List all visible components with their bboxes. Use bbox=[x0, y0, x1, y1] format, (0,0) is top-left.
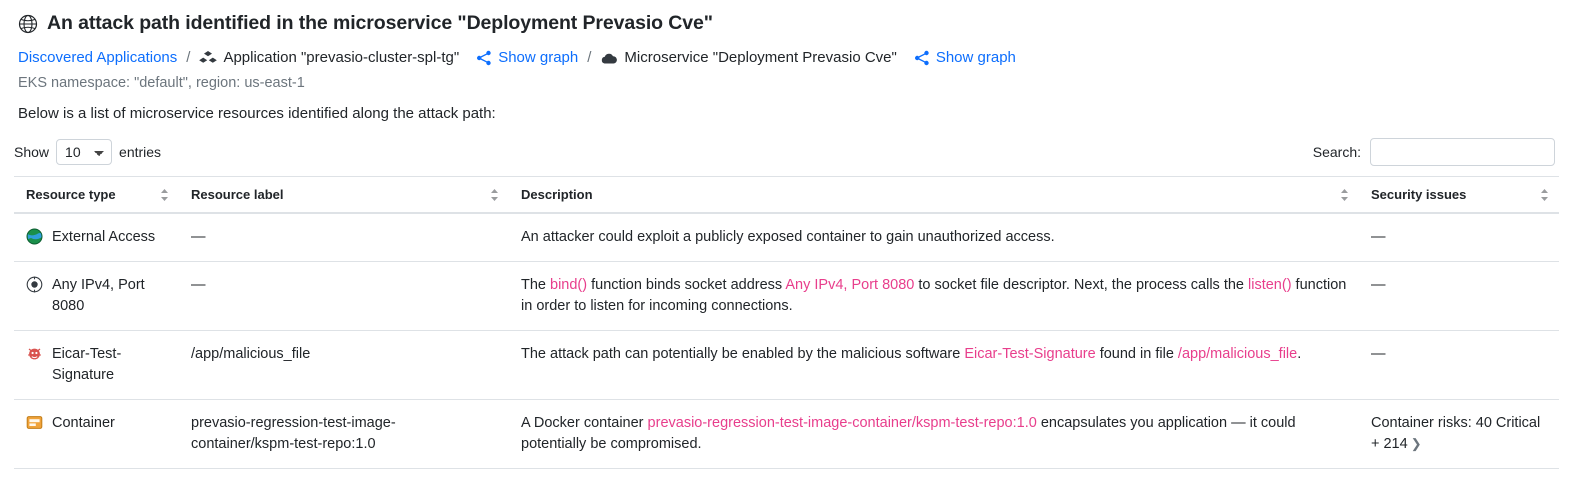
table-controls bbox=[14, 138, 1555, 166]
description-highlight: prevasio-regression-test-image-container/kspm-test-repo:1.0 bbox=[647, 415, 1037, 432]
resource-type-label: Eicar-Test-Signature bbox=[52, 346, 122, 384]
security-issues-label: — bbox=[1371, 277, 1386, 294]
page-length-select[interactable] bbox=[56, 139, 112, 165]
page-length-control bbox=[14, 139, 161, 165]
page-title: An attack path identified in the microservice "Deployment Prevasio Cve" bbox=[47, 12, 713, 34]
application-cluster-icon bbox=[199, 50, 216, 66]
description-text: found in file bbox=[1095, 346, 1178, 363]
security-issues-label: — bbox=[1371, 229, 1386, 245]
table-row bbox=[14, 213, 1559, 262]
description-text: to socket file descriptor. Next, the process calls the bbox=[914, 277, 1249, 294]
description-highlight: Any IPv4, Port 8080 bbox=[785, 277, 915, 294]
malware-bug-icon bbox=[26, 345, 43, 362]
cell-security-issues[interactable] bbox=[1359, 400, 1559, 469]
resource-type-label: Any IPv4, Port 8080 bbox=[52, 277, 145, 315]
description-text: A Docker container bbox=[521, 415, 648, 432]
page-header bbox=[18, 12, 1559, 35]
sort-arrows-icon bbox=[1540, 188, 1549, 202]
cell-security-issues bbox=[1359, 331, 1559, 400]
share-graph-icon bbox=[476, 50, 492, 66]
cell-resource-type bbox=[14, 262, 179, 331]
resource-type-label: Container bbox=[52, 415, 115, 432]
column-label: Resource type bbox=[26, 187, 116, 202]
description-highlight: Eicar-Test-Signature bbox=[964, 346, 1096, 363]
table-row bbox=[14, 331, 1559, 400]
cell-resource-type bbox=[14, 400, 179, 469]
description-highlight: /app/malicious_file bbox=[1177, 346, 1298, 363]
chevron-right-icon[interactable]: ❯ bbox=[1410, 436, 1422, 452]
cell-security-issues bbox=[1359, 213, 1559, 262]
port-target-icon bbox=[26, 276, 43, 293]
external-access-globe-icon bbox=[26, 228, 43, 245]
column-label: Description bbox=[521, 187, 593, 202]
sort-arrows-icon bbox=[160, 188, 169, 202]
description-text: The bbox=[521, 277, 551, 294]
namespace-region-text: EKS namespace: "default", region: us-east-1 bbox=[18, 75, 305, 91]
show-graph-microservice-label: Show graph bbox=[935, 49, 1016, 66]
breadcrumb-separator-1: / bbox=[186, 49, 191, 66]
show-graph-microservice[interactable] bbox=[914, 47, 1016, 69]
table-header-row bbox=[14, 177, 1559, 214]
cell-resource-label: — bbox=[179, 262, 509, 331]
breadcrumb bbox=[18, 47, 1559, 69]
description-text: . bbox=[1297, 346, 1302, 363]
breadcrumb-application-label: Application "prevasio-cluster-spl-tg" bbox=[223, 49, 460, 66]
cell-description bbox=[509, 331, 1359, 400]
cell-resource-type bbox=[14, 213, 179, 262]
share-graph-icon bbox=[914, 50, 930, 66]
cell-description bbox=[509, 400, 1359, 469]
column-header-resource-label[interactable] bbox=[179, 177, 509, 214]
column-label: Resource label bbox=[191, 187, 284, 202]
description-highlight: bind() bbox=[550, 277, 588, 294]
search-control bbox=[1313, 138, 1555, 166]
breadcrumb-discovered-applications[interactable]: Discovered Applications bbox=[18, 49, 178, 66]
cell-resource-label: /app/malicious_file bbox=[179, 331, 509, 400]
intro-text: Below is a list of microservice resources identified along the attack path: bbox=[18, 105, 496, 122]
globe-grid-icon bbox=[18, 14, 38, 34]
breadcrumb-separator-2: / bbox=[587, 49, 592, 66]
breadcrumb-microservice-label: Microservice "Deployment Prevasio Cve" bbox=[624, 49, 897, 66]
description-highlight: listen() bbox=[1248, 277, 1292, 294]
description-text: An attacker could exploit a publicly exposed container to gain unauthorized access. bbox=[521, 229, 1055, 245]
breadcrumb-application bbox=[199, 47, 459, 69]
table-body bbox=[14, 213, 1559, 469]
cell-resource-label: prevasio-regression-test-image-container/kspm-test-repo:1.0 bbox=[179, 400, 509, 469]
column-header-resource-type[interactable] bbox=[14, 177, 179, 214]
description-text: function binds socket address bbox=[587, 277, 786, 294]
table-row bbox=[14, 400, 1559, 469]
sort-arrows-icon bbox=[1340, 188, 1349, 202]
table-head bbox=[14, 177, 1559, 214]
cell-resource-label: — bbox=[179, 213, 509, 262]
resource-type-label: External Access bbox=[52, 229, 156, 245]
security-issues-label: Container risks: 40 Critical + 214 bbox=[1371, 415, 1541, 453]
show-label: Show bbox=[14, 144, 50, 160]
show-graph-application[interactable] bbox=[476, 47, 578, 69]
cell-security-issues bbox=[1359, 262, 1559, 331]
search-input[interactable] bbox=[1370, 138, 1555, 166]
cell-description bbox=[509, 262, 1359, 331]
resources-table bbox=[14, 176, 1559, 469]
breadcrumb-microservice bbox=[600, 47, 896, 69]
description-text: The attack path can potentially be enabled by the malicious software bbox=[521, 346, 965, 363]
cell-description bbox=[509, 213, 1359, 262]
sort-arrows-icon bbox=[490, 188, 499, 202]
search-label: Search: bbox=[1312, 144, 1361, 160]
show-graph-application-label: Show graph bbox=[498, 49, 579, 66]
container-box-icon bbox=[26, 414, 43, 431]
column-label: Security issues bbox=[1371, 187, 1467, 202]
column-header-description[interactable] bbox=[509, 177, 1359, 214]
cell-resource-type bbox=[14, 331, 179, 400]
table-row bbox=[14, 262, 1559, 331]
description-text: encapsulates you application — it could potentially be compromised. bbox=[521, 415, 1296, 453]
security-issues-label: — bbox=[1371, 346, 1386, 363]
microservice-cloud-icon bbox=[600, 51, 617, 65]
column-header-security-issues[interactable] bbox=[1359, 177, 1559, 214]
description-text: function in order to listen for incoming connections. bbox=[521, 277, 1347, 315]
entries-label: entries bbox=[119, 144, 162, 160]
